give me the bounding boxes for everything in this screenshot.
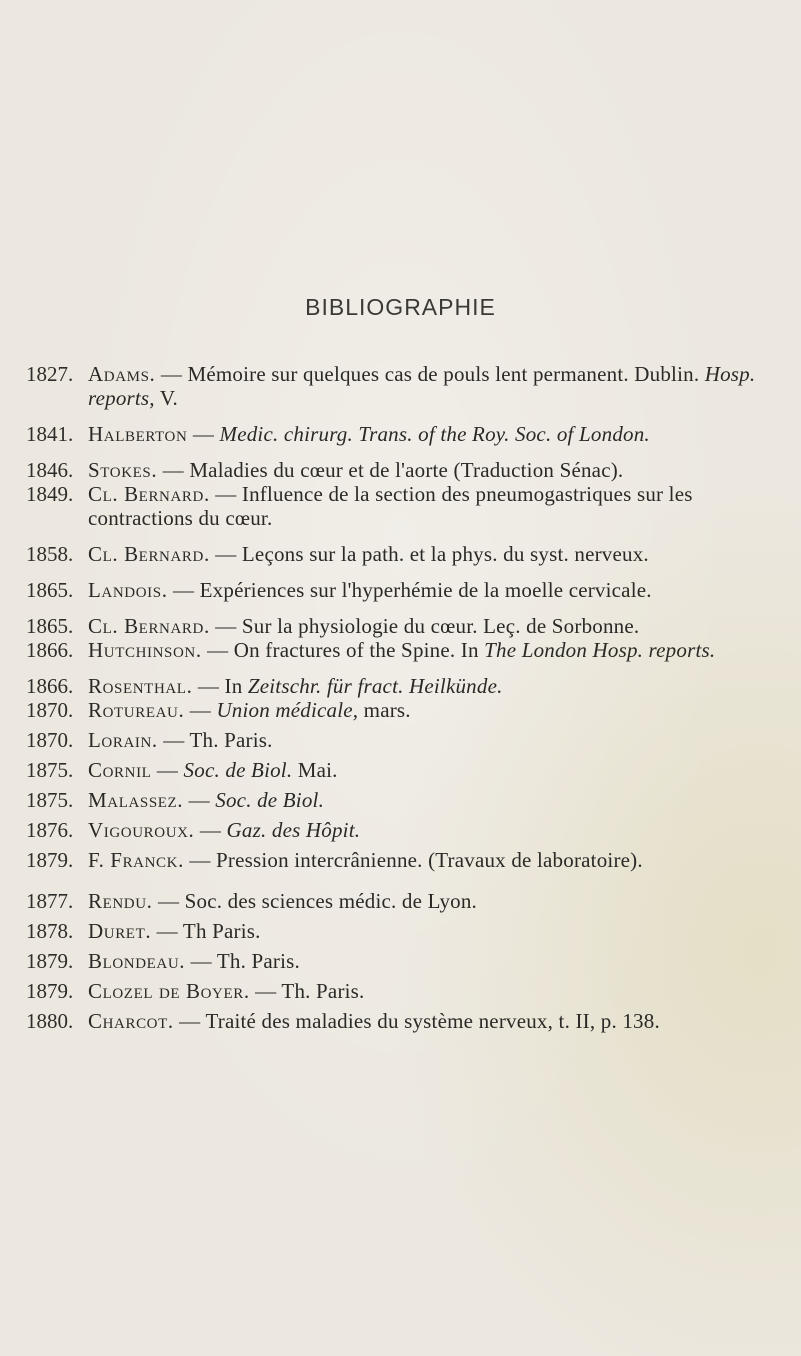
entry-text: [88, 889, 796, 913]
entry-year: 1878.: [26, 919, 74, 943]
entry-text: [88, 979, 796, 1003]
bibliography-entry: [26, 422, 796, 446]
entry-year: 1827.: [26, 362, 74, 386]
entry-text: [88, 638, 796, 662]
entry-tail: Mai.: [292, 758, 338, 782]
entry-year: 1866.: [26, 638, 74, 662]
entry-year: 1849.: [26, 482, 74, 506]
entry-separator: —: [249, 979, 282, 1003]
page-title: BIBLIOGRAPHIE: [305, 294, 496, 320]
entry-separator: —: [209, 614, 242, 638]
entry-author: Hutchinson.: [88, 638, 202, 662]
entry-body: Th. Paris.: [281, 979, 365, 1003]
entry-year: 1877.: [26, 889, 74, 913]
entry-source: Zeitschr. für fract. Heilkünde.: [247, 674, 503, 698]
bibliography-entry: [26, 949, 796, 973]
entry-separator: —: [187, 422, 220, 446]
entry-author: Rendu.: [88, 889, 153, 913]
entry-year: 1841.: [26, 422, 74, 446]
entry-body: Influence de la section des pneumogastriques sur les contractions du cœur.: [88, 482, 693, 530]
entry-text: [88, 698, 796, 722]
entry-separator: —: [151, 919, 183, 943]
entry-author: Cl. Bernard.: [88, 482, 210, 506]
entry-text: [88, 788, 796, 812]
entry-year: 1866.: [26, 674, 74, 698]
entry-text: [88, 542, 796, 566]
bibliography-entry: [26, 818, 796, 842]
entry-text: [88, 458, 796, 482]
entry-year: 1865.: [26, 578, 74, 602]
entry-author: Duret.: [88, 919, 152, 943]
entry-year: 1858.: [26, 542, 74, 566]
entry-text: [88, 919, 796, 943]
entry-body: Leçons sur la path. et la phys. du syst. nerveux.: [241, 542, 649, 566]
entry-author: Blondeau.: [88, 949, 186, 973]
entry-year: 1879.: [26, 848, 74, 872]
entry-text: [88, 674, 796, 698]
entry-year: 1846.: [26, 458, 74, 482]
entry-separator: —: [173, 1009, 206, 1033]
entry-author: Lorain.: [88, 728, 158, 752]
entry-text: [88, 728, 796, 752]
entry-source: Union médicale,: [216, 698, 359, 722]
entry-text: [88, 848, 796, 872]
entry-separator: —: [155, 362, 188, 386]
entry-author: Cl. Bernard.: [88, 614, 210, 638]
entry-body: On fractures of the Spine. In: [233, 638, 485, 662]
entry-separator: —: [157, 458, 190, 482]
entry-separator: —: [194, 818, 227, 842]
entry-text: [88, 362, 796, 410]
entry-year: 1876.: [26, 818, 74, 842]
entry-separator: —: [183, 788, 216, 812]
bibliography-entry: [26, 638, 796, 662]
bibliography-entry: [26, 728, 796, 752]
entry-source: Soc. de Biol.: [183, 758, 293, 782]
entry-body: Sur la physiologie du cœur. Leç. de Sorbonne.: [241, 614, 640, 638]
entry-text: [88, 482, 796, 530]
bibliography-entry: [26, 698, 796, 722]
entry-text: [88, 1009, 796, 1033]
entry-text: [88, 578, 796, 602]
entry-author: Landois.: [88, 578, 168, 602]
entry-author: Rosenthal.: [88, 674, 193, 698]
entry-author: F. Franck.: [88, 848, 184, 872]
bibliography-entry: [26, 578, 796, 602]
entry-separator: —: [152, 889, 185, 913]
entry-author: Stokes.: [88, 458, 158, 482]
bibliography-entry: [26, 889, 796, 913]
entry-separator: —: [185, 949, 217, 973]
entry-text: [88, 422, 796, 446]
entry-author: Malassez.: [88, 788, 184, 812]
bibliography-entry: [26, 362, 796, 410]
bibliography-entry: [26, 788, 796, 812]
entry-text: [88, 758, 796, 782]
entry-text: [88, 614, 796, 638]
bibliography-entry: [26, 848, 796, 872]
entry-year: 1875.: [26, 758, 74, 782]
entry-separator: —: [201, 638, 234, 662]
bibliography-entry: [26, 1009, 796, 1033]
entry-tail: mars.: [358, 698, 411, 722]
entry-body: Expériences sur l'hyperhémie de la moelle cervicale.: [199, 578, 652, 602]
entry-year: 1880.: [26, 1009, 74, 1033]
entry-separator: —: [209, 482, 242, 506]
entry-author: Rotureau.: [88, 698, 185, 722]
entry-year: 1879.: [26, 949, 74, 973]
bibliography-entry: [26, 614, 796, 638]
entry-source: Soc. de Biol.: [215, 788, 325, 812]
bibliography-entry: [26, 674, 796, 698]
entry-author: Cornil: [88, 758, 152, 782]
entry-separator: —: [183, 848, 217, 872]
entry-body: Th Paris.: [182, 919, 261, 943]
bibliography-entry: [26, 458, 796, 482]
entry-separator: —: [157, 728, 190, 752]
entry-tail: V.: [154, 386, 178, 410]
entry-source: Gaz. des Hôpit.: [226, 818, 361, 842]
entry-body: Maladies du cœur et de l'aorte (Traduction Sénac).: [189, 458, 624, 482]
entry-author: Vigouroux.: [88, 818, 195, 842]
entry-author: Clozel de Boyer.: [88, 979, 250, 1003]
bibliography-entry: [26, 542, 796, 566]
entry-body: In: [224, 674, 248, 698]
entry-separator: —: [209, 542, 242, 566]
bibliography-entry: [26, 758, 796, 782]
entry-author: Charcot.: [88, 1009, 174, 1033]
entry-year: 1875.: [26, 788, 74, 812]
entry-body: Soc. des sciences médic. de Lyon.: [184, 889, 477, 913]
entry-text: [88, 949, 796, 973]
entry-separator: —: [151, 758, 184, 782]
entry-body: Pression intercrânienne. (Travaux de laboratoire).: [216, 848, 643, 872]
entry-source: Hosp. reports,: [88, 362, 756, 410]
entry-author: Adams.: [88, 362, 156, 386]
entry-source: The London Hosp. reports.: [484, 638, 716, 662]
entry-separator: —: [192, 674, 225, 698]
bibliography-entry: [26, 979, 796, 1003]
bibliography-entry: [26, 919, 796, 943]
bibliography-list: [26, 362, 796, 1045]
entry-body: Traité des maladies du système nerveux, t. II, p. 138.: [205, 1009, 660, 1033]
entry-year: 1870.: [26, 728, 74, 752]
entry-source: Medic. chirurg. Trans. of the Roy. Soc. of London.: [219, 422, 650, 446]
entry-body: Mémoire sur quelques cas de pouls lent permanent. Dublin.: [187, 362, 705, 386]
entry-author: Cl. Bernard.: [88, 542, 210, 566]
entry-separator: —: [167, 578, 200, 602]
entry-separator: —: [184, 698, 217, 722]
bibliography-entry: [26, 482, 796, 530]
entry-body: Th. Paris.: [189, 728, 273, 752]
entry-author: Halberton: [88, 422, 188, 446]
entry-year: 1870.: [26, 698, 74, 722]
entry-year: 1865.: [26, 614, 74, 638]
entry-text: [88, 818, 796, 842]
entry-year: 1879.: [26, 979, 74, 1003]
entry-body: Th. Paris.: [216, 949, 300, 973]
